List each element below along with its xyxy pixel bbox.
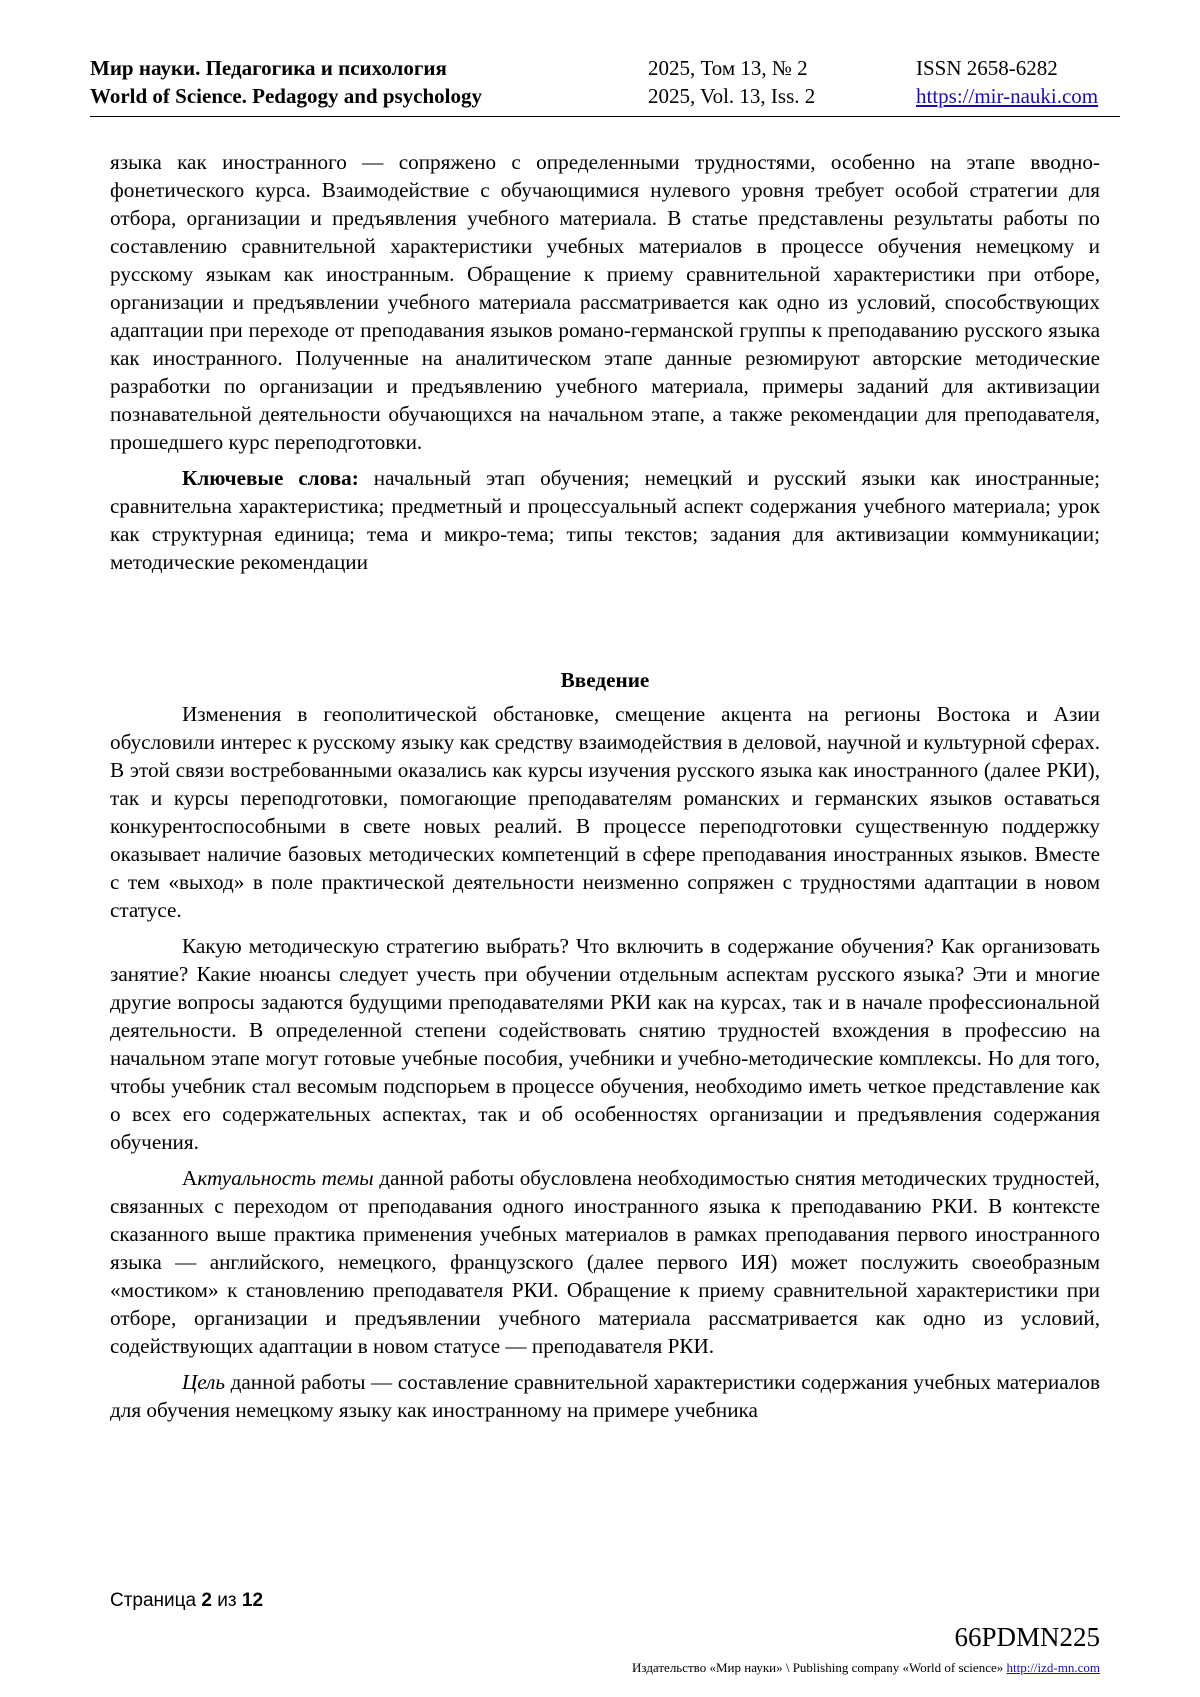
page-current: 2 — [201, 1590, 212, 1611]
keywords-paragraph — [110, 464, 1100, 576]
journal-title — [90, 54, 482, 110]
keywords-label: Ключевые слова: — [182, 466, 359, 490]
intro-paragraph-4 — [110, 1368, 1100, 1424]
relevance-term: ктуальность темы — [197, 1166, 374, 1190]
abstract-continued: языка как иностранного — сопряжено с определенными трудностями, особенно на этапе вводно-фонетического курса. Взаимодействие с обучающимися нулевого уровня требует особой стратегии для отбора, организации и предъявления учебного материала. В статье представлены результаты работы по составлению сравнительной характеристики учебных материалов в процессе обучения немецкому и русскому языкам как иностранным. Обращение к приему сравнительной характеристики при отборе, организации и предъявлении учебного материала рассматривается как одно из условий, способствующих адаптации при переходе от преподавания языков романо-германской группы к преподаванию русского языка как иностранного. Полученные на аналитическом этапе данные резюмируют авторские методические разработки по организации и предъявлению учебного материала, примеры заданий для активизации познавательной деятельности обучающихся на начальном этапе, а также рекомендации для преподавателя, прошедшего курс переподготовки. — [110, 150, 1100, 454]
intro-paragraph-1: Изменения в геополитической обстановке, смещение акцента на регионы Востока и Азии обусловили интерес к русскому языку как средству взаимодействия в деловой, научной и культурной сферах. В этой связи востребованными оказались как курсы изучения русского языка как иностранного (далее РКИ), так и курсы переподготовки, помогающие преподавателям романских и германских языков оставаться конкурентоспособными в свете новых реалий. В процессе переподготовки существенную поддержку оказывает наличие базовых методических компетенций в сфере преподавания иностранных языков. Вместе с тем «выход» в поле практической деятельности неизменно сопряжен с трудностями адаптации в новом статусе. — [110, 702, 1100, 922]
publisher-line — [632, 1660, 1100, 1676]
page-header — [90, 52, 1120, 117]
issue-info-ru: 2025, Том 13, № 2 — [648, 56, 808, 80]
publisher-text: Издательство «Мир науки» \ Publishing company «World of science» — [632, 1660, 1007, 1675]
publisher-link[interactable]: http://izd-mn.com — [1006, 1660, 1100, 1675]
article-code: 66PDMN225 — [954, 1622, 1100, 1652]
journal-title-ru: Мир науки. Педагогика и психология — [90, 56, 447, 80]
intro-paragraph-2: Какую методическую стратегию выбрать? Что включить в содержание обучения? Как организовать занятие? Какие нюансы следует учесть при обучении отдельным аспектам русского языка? Эти и многие другие вопросы задаются будущими преподавателями РКИ как на курсах, так и в начале профессиональной деятельности. В определенной степени содействовать снятию трудностей вхождения в профессию на начальном этапе могут готовые учебные пособия, учебники и учебно-методические комплексы. Но для того, чтобы учебник стал весомым подспорьем в процессе обучения, необходимо иметь четкое представление как о всех его содержательных аспектах, так и об особенностях организации и предъявления содержания обучения. — [110, 934, 1100, 1154]
page-total: 12 — [241, 1590, 264, 1611]
page-middle: из — [211, 1590, 242, 1611]
article-body — [110, 148, 1100, 1432]
issn-block — [916, 54, 1098, 110]
issue-info-en: 2025, Vol. 13, Iss. 2 — [648, 84, 816, 108]
keywords-text: начальный этап обучения; немецкий и русский языки как иностранные; сравнительна характеристика; предметный и процессуальный аспект содержания учебного материала; урок как структурная единица; тема и микро-тема; типы текстов; задания для активизации коммуникации; методические рекомендации — [110, 466, 1101, 574]
section-heading-introduction: Введение — [560, 668, 650, 692]
relevance-text: данной работы обусловлена необходимостью снятия методических трудностей, связанных с переходом от преподавания одного иностранного языка к преподаванию РКИ. В контексте сказанного выше практика применения учебных материалов в рамках преподавания первого иностранного языка — английского, немецкого, французского (далее первого ИЯ) может послужить своеобразным «мостиком» к становлению преподавателя РКИ. Обращение к приему сравнительной характеристики при отборе, организации и предъявлении учебного материала рассматривается как одно из условий, содействующих адаптации в новом статусе — преподавателя РКИ. — [110, 1166, 1100, 1358]
relevance-lead: А — [182, 1166, 198, 1190]
journal-site-link[interactable]: https://mir-nauki.com — [916, 84, 1099, 108]
goal-term: Цель — [182, 1370, 226, 1394]
page-prefix: Страница — [110, 1590, 202, 1611]
intro-paragraph-3 — [110, 1164, 1100, 1360]
journal-title-en: World of Science. Pedagogy and psychology — [90, 84, 483, 108]
page-number — [110, 1590, 263, 1612]
issn: ISSN 2658-6282 — [916, 56, 1058, 80]
goal-text: данной работы — составление сравнительной характеристики содержания учебных материалов для обучения немецкому языку как иностранному на примере учебника — [110, 1370, 1100, 1422]
issue-info — [648, 54, 815, 110]
